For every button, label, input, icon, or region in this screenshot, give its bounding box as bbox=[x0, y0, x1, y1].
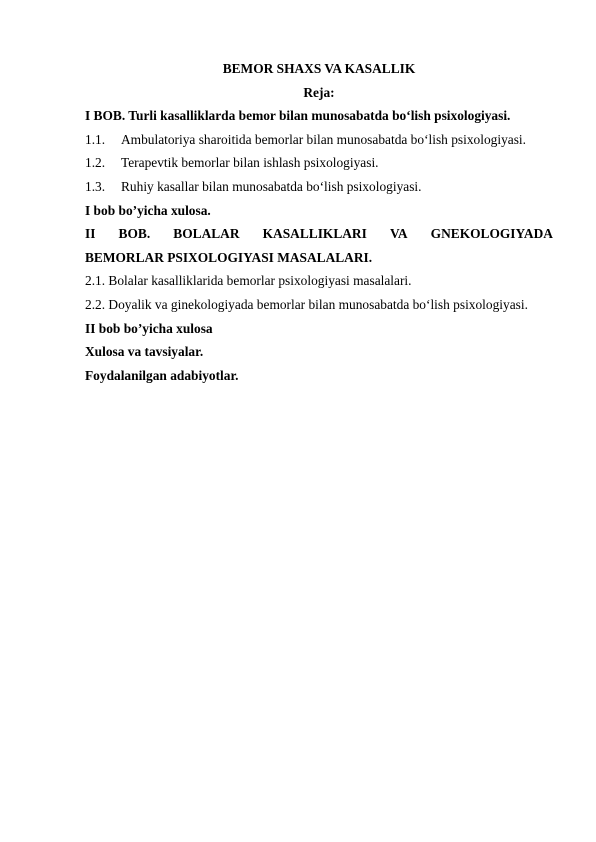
document-title: BEMOR SHAXS VA KASALLIK bbox=[222, 61, 416, 76]
list-item-number: 1.3. bbox=[85, 178, 106, 194]
heading-word: BOB. bbox=[118, 226, 151, 242]
list-item-text: Ambulatoriya sharoitida bemorlar bilan munosabatda bo‘lish psixologiyasi. bbox=[121, 131, 526, 147]
list-item: 2.2. Doyalik va ginekologiyada bemorlar bilan munosabatda bo‘lish psixologiyasi. bbox=[85, 296, 528, 312]
heading-word: II bbox=[85, 226, 96, 242]
list-item-number: 1.1. bbox=[85, 131, 106, 147]
chapter2-heading-line1 bbox=[85, 222, 553, 246]
list-item bbox=[85, 128, 553, 152]
references-heading: Foydalanilgan adabiyotlar. bbox=[85, 367, 239, 383]
plan-label: Reja: bbox=[303, 84, 335, 100]
heading-word: BOLALAR bbox=[173, 226, 240, 242]
heading-word: KASALLIKLARI bbox=[262, 226, 367, 242]
list-item-text: Ruhiy kasallar bilan munosabatda bo‘lish psixologiyasi. bbox=[121, 178, 422, 194]
chapter2-heading-line2: BEMORLAR PSIXOLOGIYASI MASALALARI. bbox=[85, 249, 373, 265]
list-item bbox=[85, 175, 553, 199]
heading-word: GNEKOLOGIYADA bbox=[430, 226, 553, 242]
chapter1-conclusion: I bob bo’yicha xulosa. bbox=[85, 202, 211, 218]
list-item: 2.1. Bolalar kasalliklarida bemorlar psixologiyasi masalalari. bbox=[85, 273, 412, 289]
heading-word: VA bbox=[389, 226, 408, 242]
chapter2-conclusion: II bob bo’yicha xulosa bbox=[85, 320, 213, 336]
list-item bbox=[85, 151, 553, 175]
table-of-contents bbox=[85, 57, 553, 387]
chapter1-heading: I BOB. Turli kasalliklarda bemor bilan munosabatda bo‘lish psixologiyasi. bbox=[85, 108, 511, 124]
list-item-number: 1.2. bbox=[85, 155, 106, 171]
list-item-text: Terapevtik bemorlar bilan ishlash psixologiyasi. bbox=[121, 155, 379, 171]
summary-heading: Xulosa va tavsiyalar. bbox=[85, 344, 204, 360]
